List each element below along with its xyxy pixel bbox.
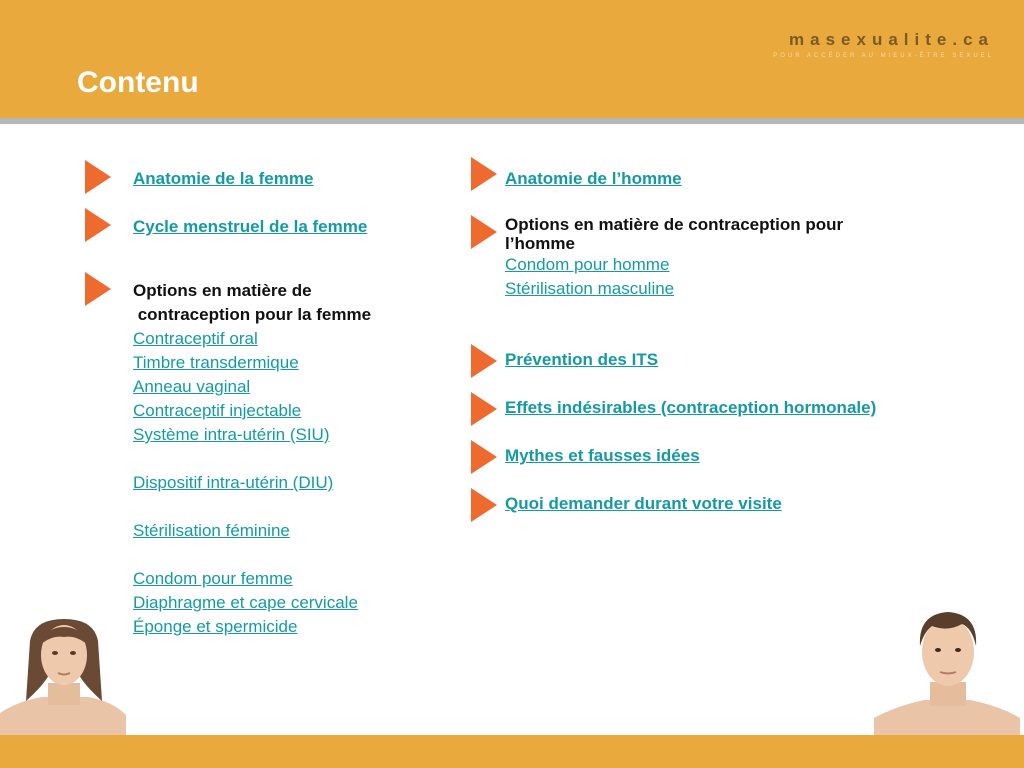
woman-avatar-icon: [0, 615, 130, 735]
link-contraceptif-oral[interactable]: Contraceptif oral: [133, 329, 258, 348]
options-femme-section: [133, 279, 433, 639]
arrow-icon: [85, 160, 111, 194]
header-divider: [0, 118, 1024, 124]
brand-logo: [773, 30, 994, 59]
arrow-icon: [471, 440, 497, 474]
link-timbre-transdermique[interactable]: Timbre transdermique: [133, 353, 299, 372]
arrow-icon: [471, 344, 497, 378]
link-eponge[interactable]: Éponge et spermicide: [133, 617, 298, 636]
page-title: Contenu: [77, 66, 199, 99]
options-femme-heading-line1: Options en matière de: [133, 281, 312, 300]
link-anatomie-femme-text[interactable]: Anatomie de la femme: [133, 169, 314, 188]
options-homme-heading-line1: Options en matière de contraception pour: [505, 215, 844, 234]
arrow-icon: [471, 488, 497, 522]
man-avatar-icon: [874, 606, 1020, 735]
link-contraceptif-injectable[interactable]: Contraceptif injectable: [133, 401, 302, 420]
brand-name: masexualite.ca: [789, 30, 994, 49]
options-homme-section: [505, 215, 925, 301]
arrow-icon: [471, 392, 497, 426]
link-cycle-menstruel-text[interactable]: Cycle menstruel de la femme: [133, 217, 368, 236]
link-cycle-menstruel[interactable]: [133, 215, 367, 239]
link-anatomie-homme-text[interactable]: Anatomie de l’homme: [505, 169, 682, 188]
options-femme-heading-line2: contraception pour la femme: [133, 305, 372, 324]
link-quoi-demander-text[interactable]: Quoi demander durant votre visite: [505, 494, 782, 513]
link-prevention-its[interactable]: [505, 348, 658, 372]
link-mythes-text[interactable]: Mythes et fausses idées: [505, 446, 700, 465]
arrow-icon: [85, 208, 111, 242]
link-sterilisation-feminine[interactable]: Stérilisation féminine: [133, 521, 290, 540]
arrow-icon: [85, 272, 111, 306]
spacer: [133, 495, 433, 519]
spacer: [133, 543, 433, 567]
link-quoi-demander[interactable]: [505, 492, 782, 516]
link-diaphragme[interactable]: Diaphragme et cape cervicale: [133, 593, 358, 612]
link-prevention-its-text[interactable]: Prévention des ITS: [505, 350, 659, 369]
link-diu[interactable]: Dispositif intra-utérin (DIU): [133, 473, 334, 492]
link-condom-homme[interactable]: Condom pour homme: [505, 255, 670, 274]
arrow-icon: [471, 157, 497, 191]
link-sterilisation-masculine[interactable]: Stérilisation masculine: [505, 279, 675, 298]
link-anatomie-femme[interactable]: [133, 167, 313, 191]
link-effets-indesirables[interactable]: [505, 396, 876, 420]
link-mythes[interactable]: [505, 444, 700, 468]
link-anneau-vaginal[interactable]: Anneau vaginal: [133, 377, 251, 396]
spacer: [133, 447, 433, 471]
header-bar: [0, 0, 1024, 118]
footer-bar: [0, 735, 1024, 768]
arrow-icon: [471, 215, 497, 249]
link-effets-indesirables-text[interactable]: Effets indésirables (contraception hormonale): [505, 398, 877, 417]
options-homme-heading-line2: l’homme: [505, 234, 575, 253]
link-siu[interactable]: Système intra-utérin (SIU): [133, 425, 330, 444]
brand-tagline: POUR ACCÉDER AU MIEUX-ÊTRE SEXUEL: [773, 53, 994, 59]
link-anatomie-homme[interactable]: [505, 167, 682, 191]
link-condom-femme[interactable]: Condom pour femme: [133, 569, 293, 588]
